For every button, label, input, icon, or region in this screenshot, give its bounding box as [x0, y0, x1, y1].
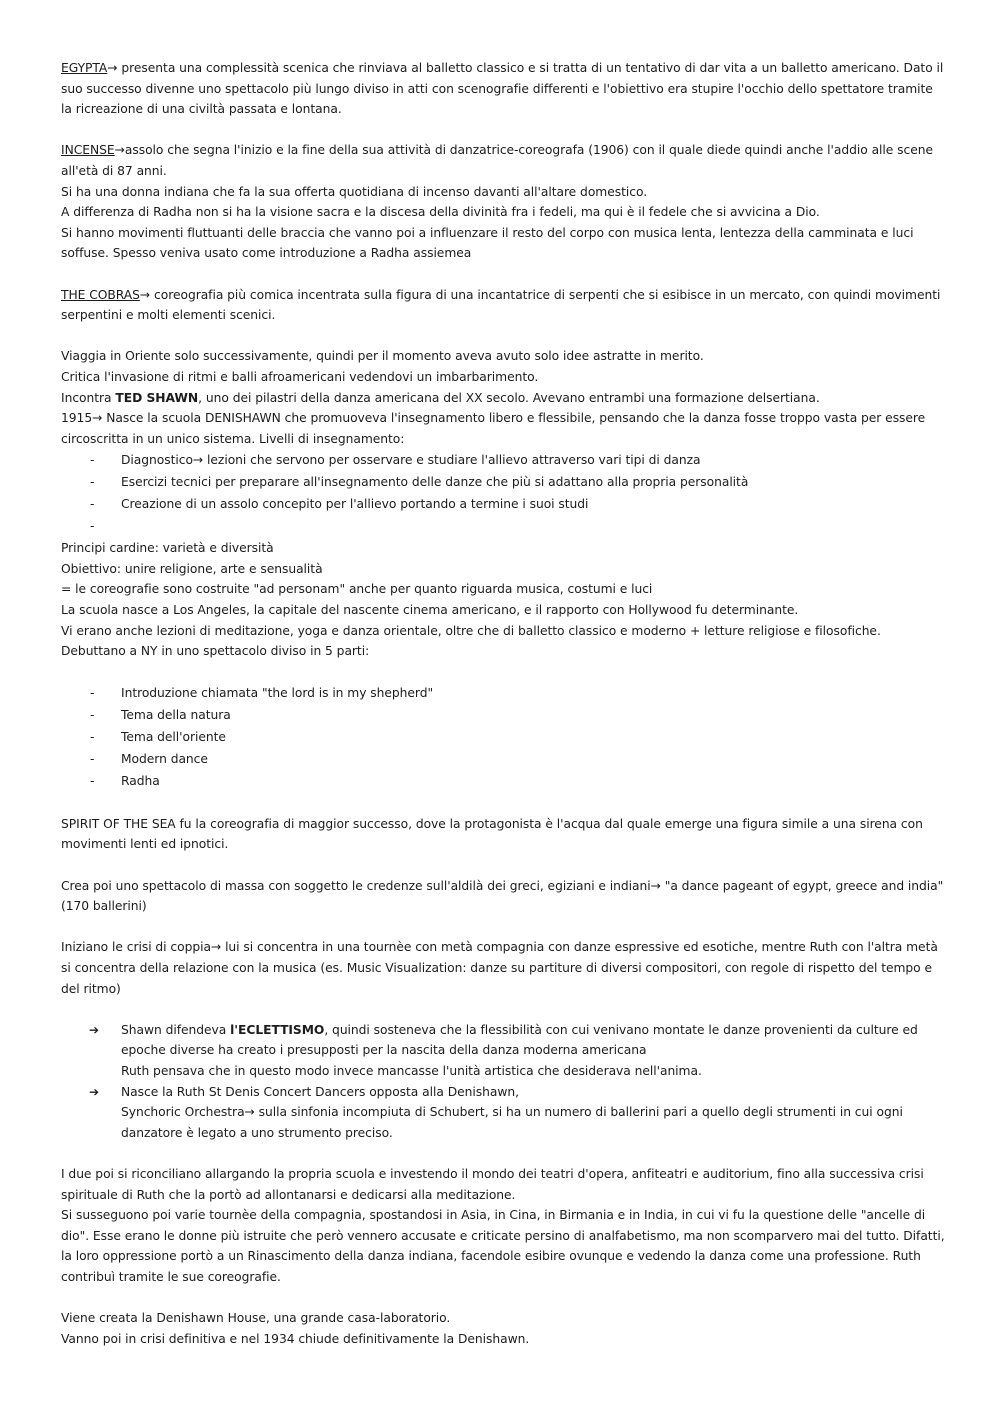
dash-bullet: - [90, 752, 95, 767]
paragraph-oriente-line2: Critica l'invasione di ritmi e balli afroamericani vedendovi un imbarbarimento. [61, 369, 539, 384]
paragraph-incense-line3: A differenza di Radha non si ha la visione sacra e la discesa della divinità fra i fedeli, ma qui è il fedele che si avvicina a Dio. [61, 205, 820, 220]
dash-bullet: - [90, 730, 95, 745]
paragraph-cobras-text: coreografia più comica incentrata sulla figura di una incantatrice di serpenti che si esibisce in un mercato, con quindi movimenti serpentini e molti elementi scenici. [61, 287, 941, 323]
list-item [61, 1020, 945, 1082]
paragraph-oriente-line1: Viaggia in Oriente solo successivamente, quindi per il momento aveva avuto solo idee astratte in merito. [61, 349, 704, 364]
bold-ted-shawn: TED SHAWN [115, 390, 199, 405]
list-item-line2: Synchoric Orchestra→ sulla sinfonia incompiuta di Schubert, si ha un numero di ballerini pari a quello degli strumenti in cui ogni danzatore è legato a uno strumento preciso. [121, 1105, 903, 1140]
arrow-glyph: → [139, 287, 151, 302]
dash-bullet: - [90, 453, 95, 468]
document-page [61, 58, 945, 1349]
paragraph-incense [61, 140, 945, 181]
paragraph-egypta [61, 58, 945, 120]
list-item [61, 516, 945, 537]
paragraph-principi-line1: Principi cardine: varietà e diversità [61, 541, 274, 556]
paragraph-oriente-line3 [61, 388, 945, 409]
arrow-glyph: → [107, 61, 118, 75]
paragraph-principi-line4: La scuola nasce a Los Angeles, la capitale del nascente cinema americano, e il rapporto con Hollywood fu determinante. [61, 603, 799, 617]
paragraph-egypta-text: presenta una complessità scenica che rinviava al balletto classico e si tratta di un tentativo di dar vita a un balletto americano. Dato il suo successo divenne uno spettacolo più lungo diviso in atti con scenografie differenti e l'obiettivo era stupire l'occhio dello spettatore tramite la ricreazione di una civiltà passata e lontana. [61, 61, 944, 117]
list-item-text: Creazione di un assolo concepito per l'allievo portando a termine i suoi studi [121, 497, 589, 512]
text-span: , quindi sosteneva che la flessibilità con cui venivano montate le danze provenienti da culture ed epoche diverse ha creato i presupposti per la nascita della danza moderna americana [121, 1022, 918, 1058]
paragraph-principi-line5: Vi erano anche lezioni di meditazione, yoga e danza orientale, oltre che di balletto classico e moderno + letture religiose e filosofiche. [61, 623, 881, 638]
paragraph-house-line1: Viene creata la Denishawn House, una grande casa-laboratorio. [61, 1311, 451, 1326]
arrow-glyph: → [114, 143, 125, 158]
dash-bullet: - [90, 519, 95, 534]
paragraph-crisi: Iniziano le crisi di coppia→ lui si concentra in una tournèe con metà compagnia con danze espressive ed esotiche, mentre Ruth con l'altra metà si concentra della relazione con la musica (es. Music Visualization: danze su partiture di diversi compositori, con regole di rispetto del tempo e del ritmo) [61, 940, 938, 996]
list-item-text: Tema dell'oriente [121, 730, 226, 745]
paragraph-oriente-line4: 1915→ Nasce la scuola DENISHAWN che promuoveva l'insegnamento libero e flessibile, pensando che la danza fosse troppo vasta per essere circoscritta in un unico sistema. Livelli di insegnamento: [61, 411, 926, 446]
paragraph-riconcilio-line2: Si susseguono poi varie tournèe della compagnia, spostandosi in Asia, in Cina, in Birmania e in India, in cui vi fu la questione delle "ancelle di dio". Esse erano le donne più istruite che però vennero accusate e criticate persino di analfabetismo, ma non scomparvero mai del tutto. Difatti, la loro oppressione portò a un Rinascimento della danza indiana, facendole esibire ovunque e vedendo la danza come una professione. Ruth contribuì tramite le sue coreografie. [61, 1208, 945, 1284]
text-span: Incontra [61, 390, 116, 405]
dash-bullet: - [90, 497, 95, 512]
bold-eclettismo: l'ECLETTISMO [230, 1022, 325, 1037]
paragraph-incense-line1: assolo che segna l'inizio e la fine della sua attività di danzatrice-coreografa (1906) con il quale diede quindi anche l'addio alle scene all'età di 87 anni. [61, 143, 934, 178]
paragraph-house-line2: Vanno poi in crisi definitiva e nel 1934 chiude definitivamente la Denishawn. [61, 1331, 530, 1346]
list-item [61, 705, 945, 726]
levels-list [61, 450, 945, 537]
arrow-bullet-icon: ➔ [89, 1084, 100, 1099]
list-item [61, 683, 945, 704]
list-item-line1: Nasce la Ruth St Denis Concert Dancers opposta alla Denishawn, [121, 1084, 519, 1099]
text-span: , uno dei pilastri della danza americana del XX secolo. Avevano entrambi una formazione delsertiana. [198, 390, 820, 405]
dash-bullet: - [90, 774, 95, 789]
heading-cobras: THE COBRAS [61, 287, 140, 302]
list-item [61, 494, 945, 515]
paragraph-principi-line3: = le coreografie sono costruite "ad personam" anche per quanto riguarda musica, costumi e luci [61, 582, 653, 597]
paragraph-spirit: SPIRIT OF THE SEA fu la coreografia di maggior successo, dove la protagonista è l'acqua dal quale emerge una figura simile a una sirena con movimenti lenti ed ipnotici. [61, 816, 923, 852]
heading-incense: INCENSE [61, 143, 115, 158]
list-item-text: Radha [121, 774, 160, 789]
list-item-text: Tema della natura [121, 708, 231, 723]
dash-bullet: - [90, 475, 95, 490]
text-span: Shawn difendeva [121, 1022, 231, 1037]
list-item [61, 749, 945, 770]
paragraph-incense-line4: Si hanno movimenti fluttuanti delle braccia che vanno poi a influenzare il resto del corpo con musica lenta, lentezza della camminata e luci soffuse. Spesso veniva usato come introduzione a Radha assiemea [61, 225, 914, 261]
list-item [61, 727, 945, 748]
dash-bullet: - [90, 686, 95, 701]
list-item-text: Modern dance [121, 752, 208, 767]
list-item-text: Introduzione chiamata "the lord is in my shepherd" [121, 686, 434, 701]
list-item-text: Esercizi tecnici per preparare all'insegnamento delle danze che più si adattano alla propria personalità [121, 475, 749, 490]
list-item [61, 450, 945, 471]
list-item [61, 1082, 945, 1144]
paragraph-principi-line2: Obiettivo: unire religione, arte e sensualità [61, 561, 323, 576]
list-item-line2: Ruth pensava che in questo modo invece mancasse l'unità artistica che desiderava nell'anima. [121, 1064, 702, 1079]
heading-egypta: EGYPTA [61, 61, 108, 75]
arrow-bullet-icon: ➔ [89, 1022, 100, 1037]
parts-list [61, 683, 945, 792]
paragraph-incense-line2: Si ha una donna indiana che fa la sua offerta quotidiana di incenso davanti all'altare domestico. [61, 184, 648, 199]
list-item-text: Diagnostico→ lezioni che servono per osservare e studiare l'allievo attraverso vari tipi di danza [121, 453, 701, 468]
list-item [61, 771, 945, 792]
arrow-list [61, 1020, 945, 1144]
dash-bullet: - [90, 708, 95, 723]
paragraph-principi-line6: Debuttano a NY in uno spettacolo diviso in 5 parti: [61, 644, 370, 659]
list-item [61, 472, 945, 493]
paragraph-cobras [61, 285, 945, 326]
paragraph-pageant: Crea poi uno spettacolo di massa con soggetto le credenze sull'aldilà dei greci, egiziani e indiani→ "a dance pageant of egypt, greece and india" (170 ballerini) [61, 878, 944, 914]
paragraph-riconcilio-line1: I due poi si riconciliano allargando la propria scuola e investendo il mondo dei teatri d'opera, anfiteatri e auditorium, fino alla successiva crisi spirituale di Ruth che la portò ad allontanarsi e dedicarsi alla meditazione. [61, 1166, 924, 1202]
